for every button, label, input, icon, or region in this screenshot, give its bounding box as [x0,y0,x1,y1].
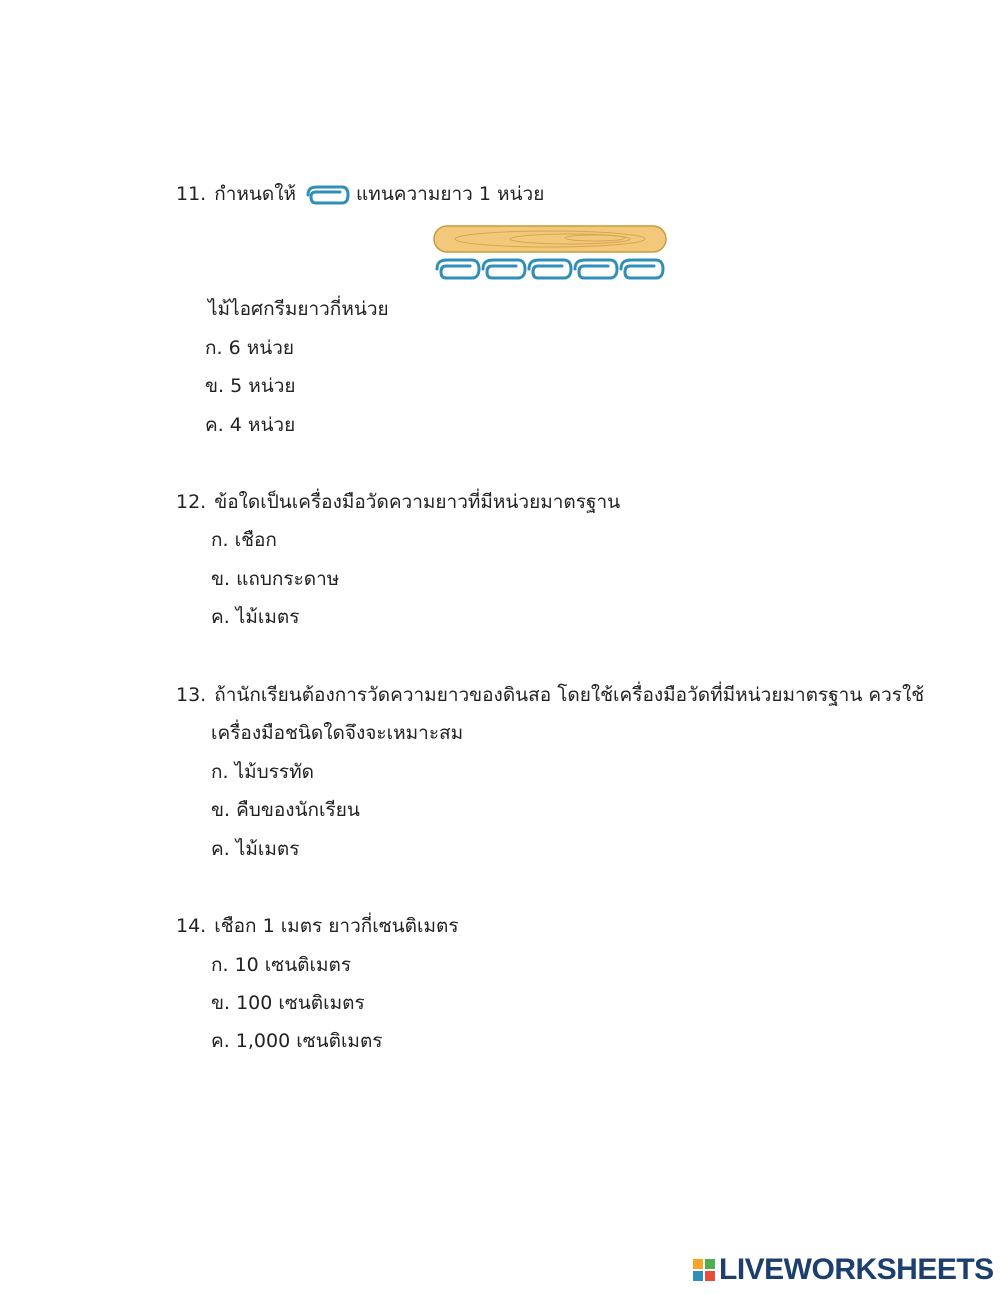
popsicle-stick-image [430,224,670,286]
option-c[interactable]: ค. 4 หน่วย [205,414,296,436]
liveworksheets-logo [693,1253,994,1287]
question-11-sub: ไม้ไอศกรีมยาวกี่หน่วย [208,298,389,320]
option-b[interactable]: ข. แถบกระดาษ [211,568,340,590]
paperclip-icon [621,260,663,278]
question-number: 12. [176,491,207,513]
question-12-stem [176,489,620,515]
option-b[interactable]: ข. 100 เซนติเมตร [211,992,365,1014]
option-c[interactable]: ค. ไม้เมตร [211,606,300,628]
question-text: กำหนดให้ [214,183,297,205]
question-14-stem [176,913,459,939]
option-c[interactable]: ค. 1,000 เซนติเมตร [211,1030,383,1052]
option-a[interactable]: ก. 10 เซนติเมตร [211,954,352,976]
paperclip-icon [302,184,350,206]
paperclip-icon [529,260,571,278]
option-b[interactable]: ข. 5 หน่วย [205,375,296,397]
paperclip-icon [483,260,525,278]
paperclip-icon [437,260,479,278]
option-c[interactable]: ค. ไม้เมตร [211,838,300,860]
option-a[interactable]: ก. เชือก [211,529,277,551]
question-13-stem-line2: เครื่องมือชนิดใดจึงจะเหมาะสม [211,722,464,744]
paperclip-row [437,260,663,278]
option-a[interactable]: ก. 6 หน่วย [205,337,295,359]
question-text: เชือก 1 เมตร ยาวกี่เซนติเมตร [214,915,459,937]
question-number: 13. [176,684,207,706]
logo-mark-icon [693,1259,715,1281]
question-text: ถ้านักเรียนต้องการวัดความยาวของดินสอ โดยใช้เครื่องมือวัดที่มีหน่วยมาตรฐาน ควรใช้ [214,684,925,706]
popsicle-stick-figure [430,224,670,286]
question-11-stem [176,181,544,207]
question-text: แทนความยาว 1 หน่วย [356,183,545,205]
question-13-stem [176,682,924,708]
question-text: ข้อใดเป็นเครื่องมือวัดความยาวที่มีหน่วยมาตรฐาน [214,491,621,513]
paperclip-icon [575,260,617,278]
question-number: 14. [176,915,207,937]
option-b[interactable]: ข. คืบของนักเรียน [211,799,360,821]
logo-text: LIVEWORKSHEETS [719,1253,994,1286]
question-number: 11. [176,183,207,205]
option-a[interactable]: ก. ไม้บรรทัด [211,761,314,783]
